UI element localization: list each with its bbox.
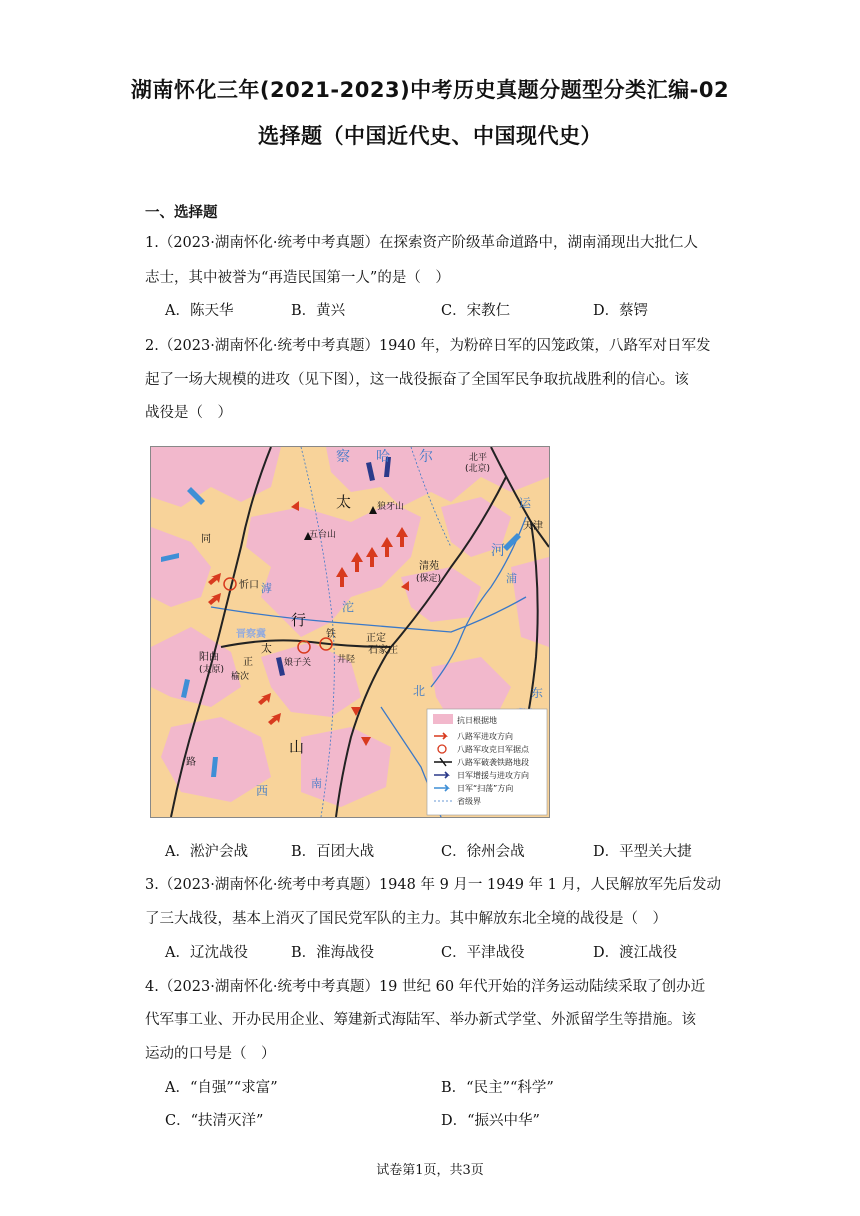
label-zheng: 正 xyxy=(243,657,253,668)
question-2-line-1: 2.（2023·湖南怀化·统考中考真题）1940 年，为粉碎日军的囚笼政策，八路军对日军发 xyxy=(145,338,711,354)
question-4-line-2: 代军事工业、开办民用企业、筹建新式海陆军、举办新式学堂、外派留学生等措施。该 xyxy=(145,1012,696,1028)
label-cha: 察 xyxy=(336,449,350,465)
label-wutaishan: 五台山 xyxy=(309,530,337,540)
label-baoding: (保定) xyxy=(416,574,442,584)
legend-label-3: 八路军攻克日军据点 xyxy=(457,745,529,754)
label-niangziguan: 娘子关 xyxy=(284,658,312,668)
option-a[interactable]: A．“自强”“求富” xyxy=(165,1080,278,1096)
option-c[interactable]: C．“扶清灭洋” xyxy=(165,1113,264,1129)
label-dong: 东 xyxy=(531,686,544,700)
option-d[interactable]: D．渡江战役 xyxy=(593,945,678,961)
label-he: 河 xyxy=(491,543,505,559)
label-tie: 铁 xyxy=(326,629,336,640)
option-d[interactable]: D．“振兴中华” xyxy=(441,1113,540,1129)
option-a[interactable]: A．淞沪会战 xyxy=(165,844,248,860)
label-yun: 运 xyxy=(519,496,532,510)
document-subtitle: 选择题（中国近代史、中国现代史） xyxy=(258,124,602,148)
page-footer: 试卷第1页，共3页 xyxy=(376,1163,484,1178)
document-title: 湖南怀化三年(2021-2023)中考历史真题分题型分类汇编-02 xyxy=(130,78,730,102)
question-3-line-1: 3.（2023·湖南怀化·统考中考真题）1948 年 9 月一 1949 年 1 月，人民解放军先后发动 xyxy=(145,877,721,893)
label-tuo: 沱 xyxy=(342,600,355,614)
label-hu: 滹 xyxy=(261,582,272,595)
option-a[interactable]: A．陈天华 xyxy=(165,303,234,319)
question-4-line-1: 4.（2023·湖南怀化·统考中考真题）19 世纪 60 年代开始的洋务运动陆续采取了创办近 xyxy=(145,979,706,995)
label-fu: 浦 xyxy=(506,572,517,585)
label-jinchaji: 晋察冀 xyxy=(236,629,266,640)
option-b[interactable]: B．淮海战役 xyxy=(291,945,375,961)
option-b[interactable]: B．百团大战 xyxy=(291,844,375,860)
map-legend xyxy=(427,709,547,815)
legend-label-4: 八路军破袭铁路地段 xyxy=(457,758,529,767)
label-tai: 太 xyxy=(336,493,352,511)
option-a[interactable]: A．辽沈战役 xyxy=(165,945,248,961)
label-ha: 哈 xyxy=(376,449,390,465)
legend-label-2: 八路军进攻方向 xyxy=(457,732,513,741)
label-tong: 同 xyxy=(201,534,211,545)
option-b[interactable]: B．黄兴 xyxy=(291,303,346,319)
label-nan: 南 xyxy=(311,777,322,790)
label-jingxing: 井陉 xyxy=(337,655,356,665)
label-lu: 路 xyxy=(186,757,196,768)
label-tai-rail: 太 xyxy=(261,642,272,655)
option-c[interactable]: C．徐州会战 xyxy=(441,844,525,860)
question-3-line-2: 了三大战役，基本上消灭了国民党军队的主力。其中解放东北全境的战役是（ ） xyxy=(145,911,667,927)
legend-label-7: 省级界 xyxy=(457,797,481,806)
legend-label-1: 抗日根据地 xyxy=(457,716,497,725)
label-yangqu: 阳曲 xyxy=(199,652,219,663)
label-beijing: (北京) xyxy=(465,464,491,474)
legend-label-5: 日军增援与进攻方向 xyxy=(457,771,529,780)
option-d[interactable]: D．蔡锷 xyxy=(593,303,649,319)
hundred-regiments-map xyxy=(150,446,550,818)
legend-label-6: 日军“扫荡”方向 xyxy=(457,784,514,793)
question-4-line-3: 运动的口号是（ ） xyxy=(145,1046,276,1062)
section-heading: 一、选择题 xyxy=(145,205,218,221)
label-langyashan: 狼牙山 xyxy=(377,502,405,512)
label-shan: 山 xyxy=(289,738,305,756)
option-b[interactable]: B．“民主”“科学” xyxy=(441,1080,554,1096)
label-xi: 西 xyxy=(256,784,269,798)
label-xing: 行 xyxy=(291,611,307,629)
label-bei: 北 xyxy=(413,684,426,698)
question-2-line-2: 起了一场大规模的进攻（见下图），这一战役振奋了全国军民争取抗战胜利的信心。该 xyxy=(145,372,689,388)
label-zhengding: 正定 xyxy=(366,633,386,644)
label-taiyuan: (太原) xyxy=(199,665,225,675)
option-c[interactable]: C．平津战役 xyxy=(441,945,525,961)
label-yuci: 榆次 xyxy=(231,672,250,682)
option-d[interactable]: D．平型关大捷 xyxy=(593,844,692,860)
label-er: 尔 xyxy=(419,449,433,465)
option-c[interactable]: C．宋教仁 xyxy=(441,303,511,319)
label-shijiazhuang: 石家庄 xyxy=(368,645,398,656)
question-1-line-1: 1.（2023·湖南怀化·统考中考真题）在探索资产阶级革命道路中，湖南涌现出大批仁人 xyxy=(145,235,698,251)
label-qingyuan: 清苑 xyxy=(419,561,439,572)
question-1-line-2: 志士，其中被誉为“再造民国第一人”的是（ ） xyxy=(145,270,450,286)
label-beiping: 北平 xyxy=(469,453,488,463)
legend-swatch-base xyxy=(433,714,453,724)
question-2-line-3: 战役是（ ） xyxy=(145,405,232,421)
label-xinkou: 忻口 xyxy=(239,580,259,591)
label-tianjin: 天津 xyxy=(523,521,543,532)
